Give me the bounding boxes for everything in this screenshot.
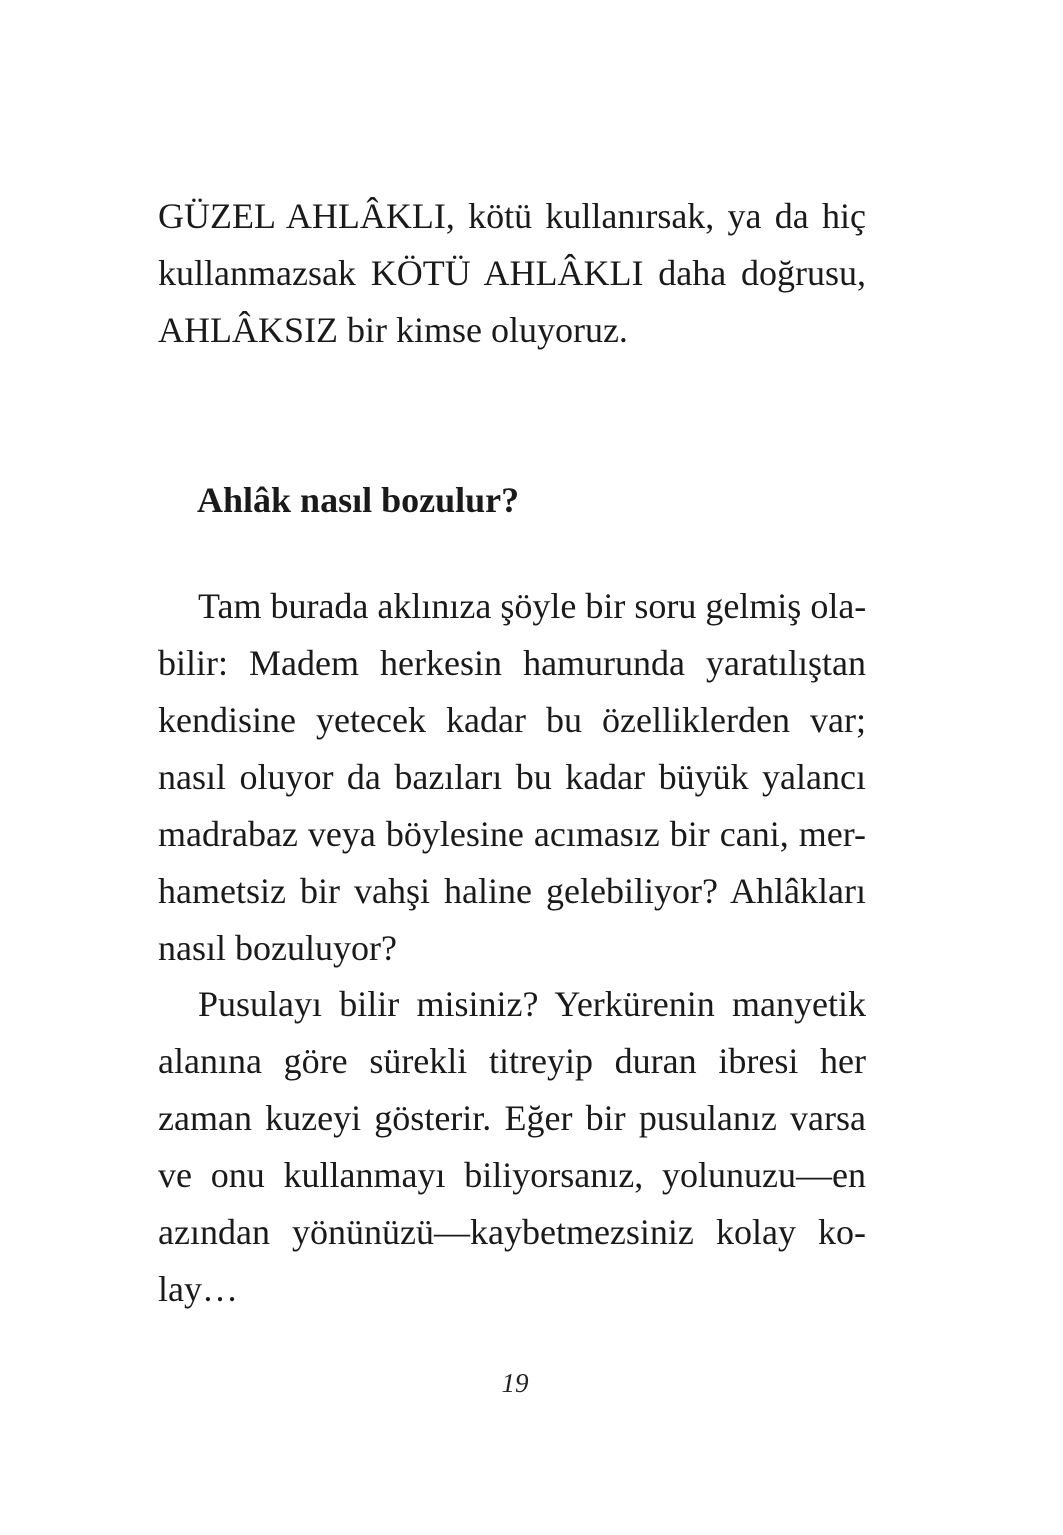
paragraph-line: zaman kuzeyi gösterir. Eğer bir pusulanız varsa	[158, 1098, 866, 1138]
body-paragraph-2	[158, 976, 866, 1318]
paragraph-line: lay…	[158, 1269, 238, 1309]
paragraph-line: ve onu kullanmayı biliyorsanız, yolunuzu—en	[158, 1155, 866, 1195]
paragraph-line: nasıl bozuluyor?	[158, 928, 397, 968]
intro-line: AHLÂKSIZ bir kimse oluyoruz.	[158, 310, 628, 350]
paragraph-line: Tam burada aklınıza şöyle bir soru gelmiş ola-	[198, 586, 867, 626]
paragraph-line: nasıl oluyor da bazıları bu kadar büyük yalancı	[158, 757, 866, 797]
paragraph-line: azından yönünüzü—kaybetmezsiniz kolay ko-	[158, 1212, 866, 1252]
paragraph-line: Pusulayı bilir misiniz? Yerkürenin manyetik	[198, 984, 866, 1024]
body-paragraph-1	[158, 578, 866, 977]
intro-paragraph	[158, 188, 866, 359]
intro-line: GÜZEL AHLÂKLI, kötü kullanırsak, ya da hiç	[158, 196, 866, 236]
paragraph-line: madrabaz veya böylesine acımasız bir cani, mer-	[158, 814, 866, 854]
paragraph-line: alanına göre sürekli titreyip duran ibresi her	[158, 1041, 866, 1081]
section-heading: Ahlâk nasıl bozulur?	[197, 480, 520, 520]
page-number: 19	[501, 1368, 529, 1398]
paragraph-line: bilir: Madem herkesin hamurunda yaratılıştan	[158, 643, 866, 683]
paragraph-line: hametsiz bir vahşi haline gelebiliyor? Ahlâkları	[158, 871, 866, 911]
paragraph-line: kendisine yetecek kadar bu özelliklerden var;	[158, 700, 866, 740]
intro-line: kullanmazsak KÖTÜ AHLÂKLI daha doğrusu,	[158, 253, 866, 293]
